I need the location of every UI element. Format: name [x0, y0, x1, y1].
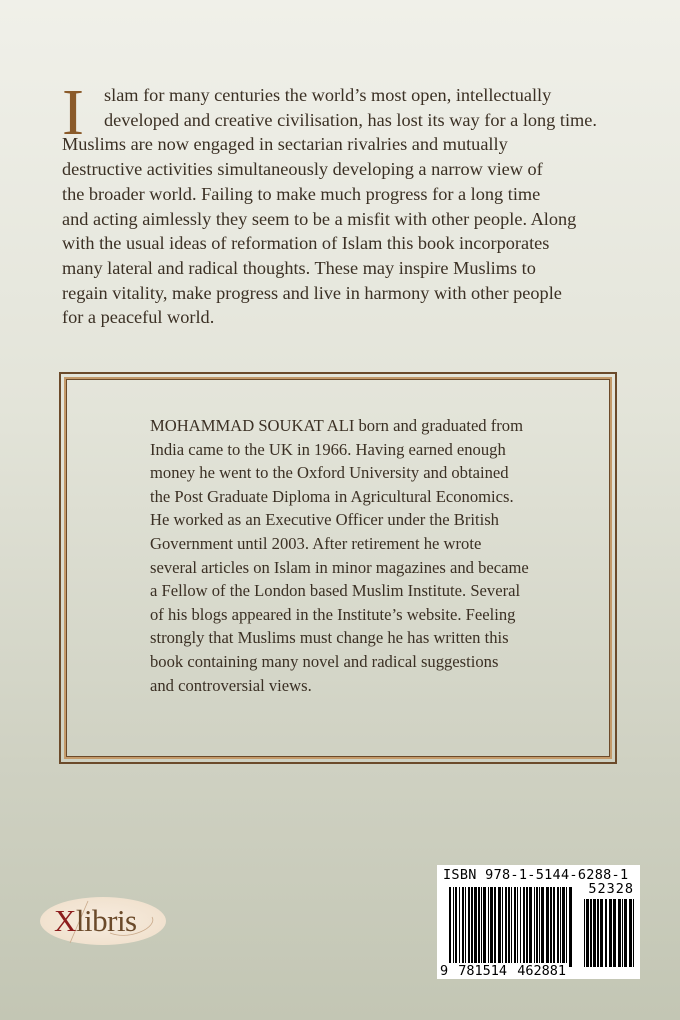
blurb-line: developed and creative civilisation, has lost its way for a long time.	[104, 109, 597, 130]
barcode-bar	[536, 887, 538, 967]
bio-line: strongly that Muslims must change he has written this	[150, 628, 509, 648]
barcode-digits	[439, 963, 567, 979]
bio-line: book containing many novel and radical suggestions	[150, 651, 499, 671]
barcode-bars	[449, 887, 574, 967]
bio-line: and controversial views.	[150, 675, 312, 695]
barcode-bar	[541, 887, 544, 967]
barcode-bar	[520, 887, 521, 967]
barcode-digits-right: 462881	[517, 963, 566, 979]
barcode-bar	[474, 887, 477, 967]
barcode-bar	[453, 887, 454, 967]
barcode-addon-bars	[584, 899, 636, 967]
barcode-bar	[600, 899, 603, 967]
barcode-bar	[468, 887, 470, 967]
blurb-line: Muslims are now engaged in sectarian rivalries and mutually	[62, 134, 508, 155]
barcode-bar	[553, 887, 555, 967]
bio-line: India came to the UK in 1966. Having earned enough	[150, 439, 506, 459]
barcode-bar	[490, 887, 493, 967]
barcode-digit-first: 9	[440, 963, 449, 979]
barcode-bar	[465, 887, 466, 967]
barcode-bar	[502, 887, 503, 967]
barcode-bar	[459, 887, 460, 967]
barcode-bar	[590, 899, 592, 967]
barcode-bar	[633, 899, 634, 967]
barcode-bar	[534, 887, 535, 967]
barcode-bar	[455, 887, 457, 967]
bio-line: several articles on Islam in minor magazines and became	[150, 557, 529, 577]
barcode-bar	[605, 899, 607, 967]
blurb-line: the broader world. Failing to make much progress for a long time	[62, 183, 541, 204]
barcode-bar	[622, 899, 623, 967]
blurb-line: and acting aimlessly they seem to be a misfit with other people. Along	[62, 208, 577, 229]
barcode-bar	[593, 899, 596, 967]
bio-line: Government until 2003. After retirement he wrote	[150, 533, 482, 553]
barcode-bar	[586, 899, 589, 967]
blurb-line: many lateral and radical thoughts. These may inspire Muslims to	[62, 257, 536, 278]
barcode-bar	[546, 887, 549, 967]
barcode-bar	[514, 887, 516, 967]
back-cover-blurb	[62, 76, 632, 330]
barcode-bar	[505, 887, 507, 967]
barcode-bar	[613, 899, 616, 967]
logo-rest: libris	[75, 903, 137, 938]
barcode-addon-label: 52328	[588, 881, 634, 897]
blurb-line: with the usual ideas of reformation of Islam this book incorporates	[62, 233, 550, 254]
barcode-bar	[526, 887, 528, 967]
blurb-line: destructive activities simultaneously developing a narrow view of	[62, 159, 543, 180]
barcode-bar	[481, 887, 482, 967]
barcode-bar	[566, 887, 567, 967]
barcode-bar	[478, 887, 480, 967]
author-bio	[150, 414, 610, 697]
barcode-bar	[629, 899, 632, 967]
blurb-line: slam for many centuries the world’s most open, intellectually	[104, 85, 552, 105]
bio-line: He worked as an Executive Officer under the British	[150, 510, 499, 530]
barcode-bar	[618, 899, 621, 967]
barcode-digits-left: 781514	[458, 963, 508, 979]
barcode-bar	[508, 887, 510, 967]
barcode-bar	[498, 887, 501, 967]
isbn-barcode	[437, 865, 640, 979]
barcode-bar	[562, 887, 565, 967]
barcode-bar	[511, 887, 512, 967]
barcode-bar	[529, 887, 532, 967]
barcode-bar	[609, 899, 612, 967]
barcode-bar	[517, 887, 518, 967]
logo-x: X	[54, 903, 76, 938]
barcode-bar	[584, 899, 585, 967]
blurb-line: for a peaceful world.	[62, 307, 215, 328]
barcode-bar	[597, 899, 599, 967]
barcode-bar	[523, 887, 525, 967]
bio-line: a Fellow of the London based Muslim Institute. Several	[150, 581, 521, 601]
bio-line: MOHAMMAD SOUKAT ALI born and graduated from	[150, 416, 524, 435]
barcode-bar	[624, 899, 627, 967]
barcode-bar	[569, 887, 572, 967]
barcode-bar	[550, 887, 552, 967]
bio-line: the Post Graduate Diploma in Agricultural Economics.	[150, 486, 514, 506]
barcode-bar	[449, 887, 451, 967]
bio-line: of his blogs appeared in the Institute’s website. Feeling	[150, 604, 516, 624]
barcode-bar	[539, 887, 540, 967]
bio-line: money he went to the Oxford University and obtained	[150, 463, 509, 483]
barcode-bar	[560, 887, 561, 967]
barcode-bar	[471, 887, 473, 967]
logo-wordmark	[54, 903, 137, 939]
barcode-bar	[488, 887, 489, 967]
barcode-bar	[557, 887, 559, 967]
isbn-label: ISBN 978-1-5144-6288-1	[443, 867, 629, 883]
xlibris-logo	[40, 897, 166, 945]
drop-cap: I	[62, 76, 84, 149]
barcode-bar	[483, 887, 486, 967]
barcode-bar	[494, 887, 496, 967]
barcode-bar	[462, 887, 464, 967]
blurb-line: regain vitality, make progress and live in harmony with other people	[62, 282, 562, 303]
